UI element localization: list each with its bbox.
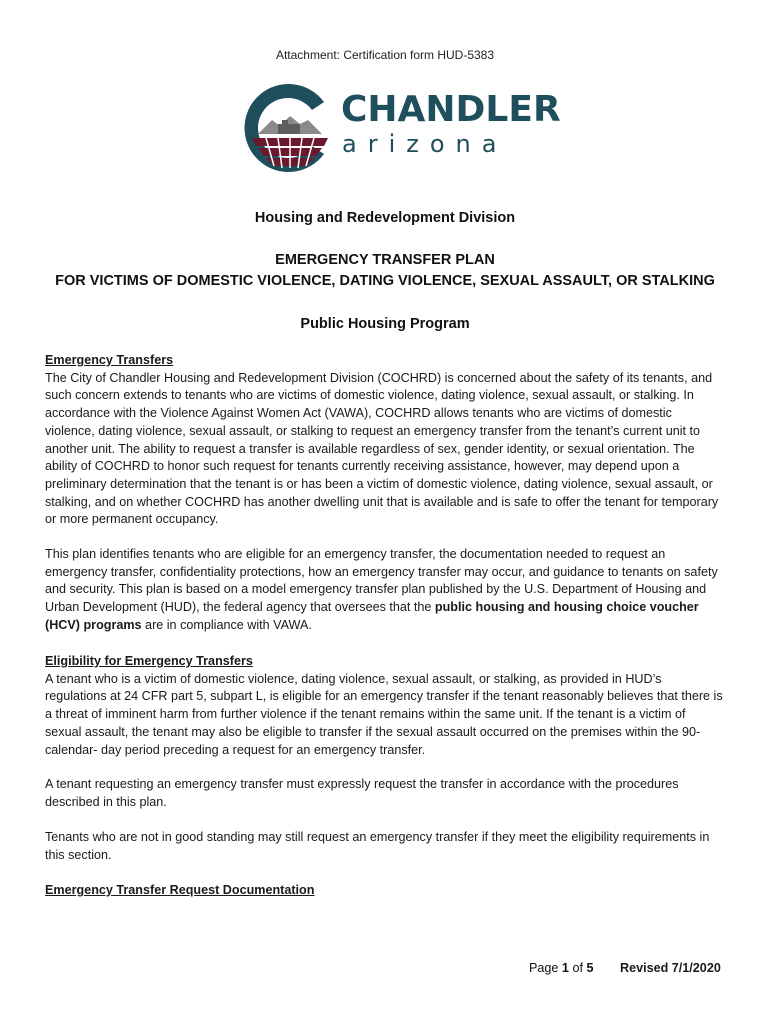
plan-title-line1: EMERGENCY TRANSFER PLAN <box>275 252 495 268</box>
chandler-logo <box>242 80 561 180</box>
section-documentation <box>45 882 725 900</box>
division-title: Housing and Redevelopment Division <box>254 210 516 226</box>
section-title: Eligibility for Emergency Transfers <box>45 654 253 668</box>
section-eligibility-standing <box>45 829 725 864</box>
paragraph: A tenant who is a victim of domestic violence, dating violence, sexual assault, or stalking, as provided in HUD’s regulations at 24 CFR part 5, subpart L, is eligible for an emergency transfer if the tenant reasonably believes that there is a threat of imminent harm from further violence if the tenant remains within the same unit. If the tenant is a victim of sexual assault, the tenant may also be eligible to transfer if the sexual assault occurred on the premises within the 90-calendar- day period preceding a request for an emergency transfer. <box>45 671 723 757</box>
page-word: Page <box>529 961 559 975</box>
section-plan-scope <box>45 546 725 635</box>
section-title: Emergency Transfers <box>45 353 174 367</box>
program-title: Public Housing Program <box>300 316 470 332</box>
section-title: Emergency Transfer Request Documentation <box>45 883 315 897</box>
paragraph: The City of Chandler Housing and Redevelopment Division (COCHRD) is concerned about the safety of its tenants, and such concern extends to tenants who are victims of domestic violence, dating violence, sexual assault, or stalking. In accordance with the Violence Against Women Act (VAWA), COCHRD allows tenants who are victims of domestic violence, dating violence, sexual assault, or stalking to request an emergency transfer from the tenant’s current unit to another unit. The ability to request a transfer is available regardless of sex, gender identity, or sexual orientation. The ability of COCHRD to honor such request for tenants currently receiving assistance, however, may depend upon a preliminary determination that the tenant is or has been a victim of domestic violence, dating violence, sexual assault, or stalking, and on whether COCHRD has another dwelling unit that is available and is safe to offer the tenant for temporary or more permanent occupancy. <box>45 370 719 527</box>
page-total: 5 <box>586 961 594 975</box>
section-eligibility <box>45 653 725 759</box>
paragraph: Tenants who are not in good standing may still request an emergency transfer if they meet the eligibility requirements in this section. <box>45 830 710 862</box>
attachment-note: Attachment: Certification form HUD-5383 <box>275 48 495 62</box>
page-number <box>529 961 593 975</box>
section-eligibility-request <box>45 776 725 811</box>
paragraph <box>45 546 725 635</box>
section-emergency-transfers <box>45 352 725 529</box>
paragraph-text: are in compliance with VAWA. <box>141 617 312 632</box>
logo-wordmark: CHANDLER <box>341 89 561 130</box>
revised-date: Revised 7/1/2020 <box>620 961 721 975</box>
chandler-emblem-icon <box>242 80 338 176</box>
logo-subtitle: arizona <box>342 130 508 158</box>
page-current: 1 <box>561 961 569 975</box>
plan-title-line2: FOR VICTIMS OF DOMESTIC VIOLENCE, DATING VIOLENCE, SEXUAL ASSAULT, OR STALKING <box>55 273 715 289</box>
paragraph-text: This plan identifies tenants who are eligible for an emergency transfer, the documentation needed to request an emergency transfer, confidentiality protections, how an emergency transfer may occur, and guidance to tenants on safety and security. This plan is based on a model emergency transfer plan published by the U.S. Department of Housing and Urban Development (HUD), the federal agency that oversees that the <box>45 547 718 615</box>
paragraph: A tenant requesting an emergency transfer must expressly request the transfer in accordance with the procedures described in this plan. <box>45 777 679 809</box>
paragraph-bold-text: public housing and housing choice voucher (HCV) programs <box>45 600 699 632</box>
of-word: of <box>572 961 583 975</box>
